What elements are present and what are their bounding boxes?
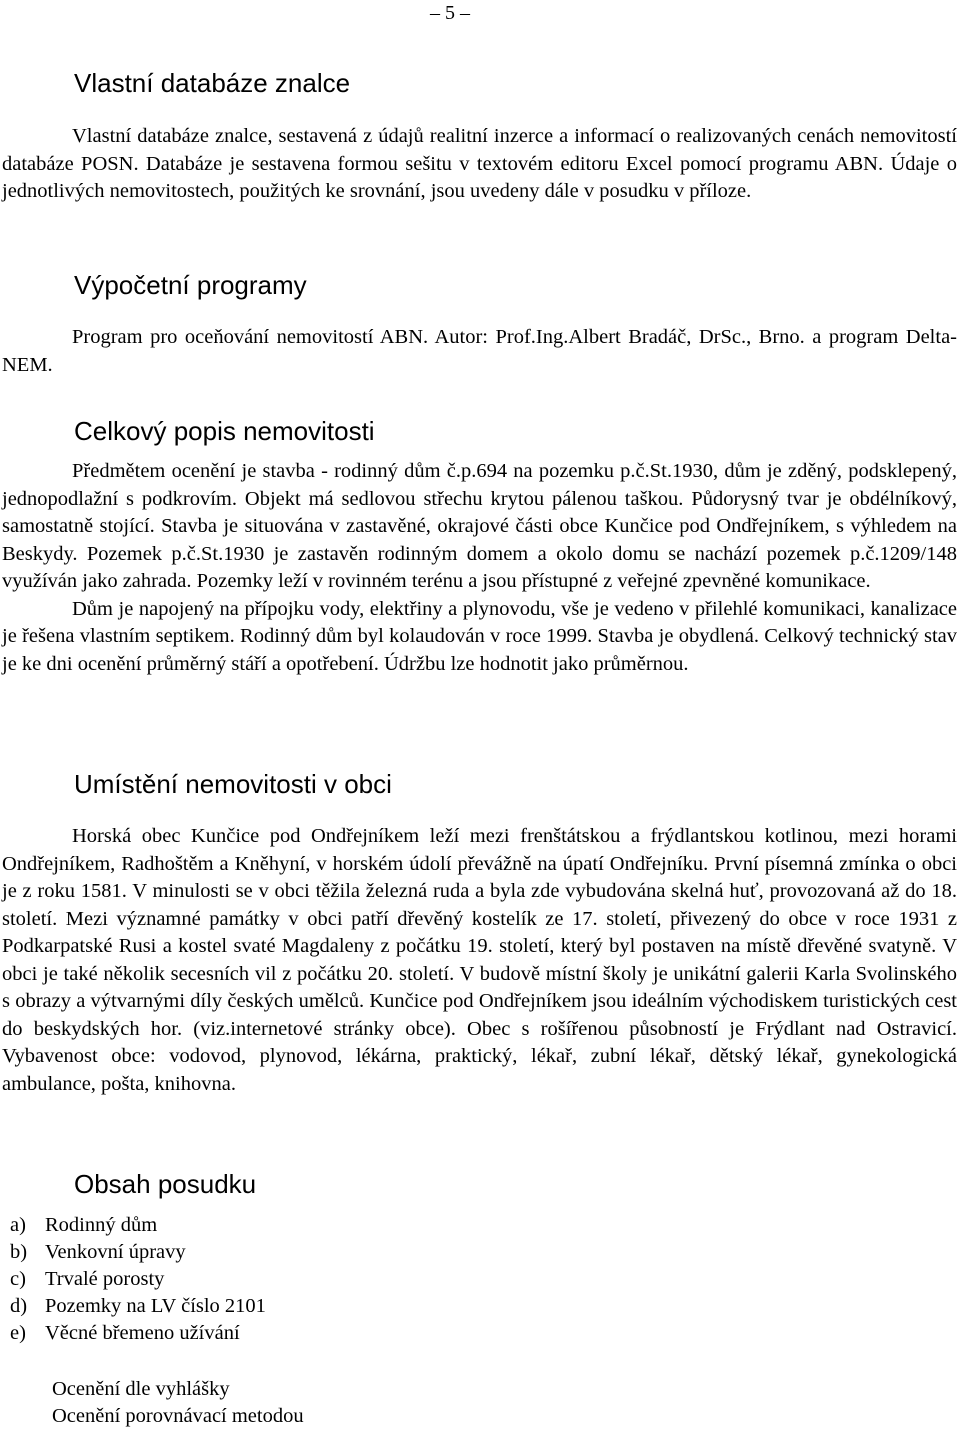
paragraph-text: Horská obec Kunčice pod Ondřejníkem leží mezi frenštátskou a frýdlantskou kotlinou, mezi horami Ondřejníkem, Radhoštěm a Kněhyní, v horském údolí převážně na úpatí Ondřejníku. První písemná zmínka o obci je z roku 1581. V minulosti se v obci těžila železná ruda a byla zde vybudována skelná huť, provozovaná až do 18. století. Mezi významné památky v obci patří dřevěný kostelík ze 17. století, přivezený do obce v roce 1931 z Podkarpatské Rusi a kostel svaté Magdaleny z počátku 19. století, který byl postaven na místě dřevěné svatyně. V obci je také několik secesních vil z počátku 20. století. V budově místní školy je unikátní galerii Karla Svolinského s obrazy a výtvarnými díly českých umělců. Kunčice pod Ondřejníkem jsou ideálním východiskem turistických cest do beskydských hor. (viz.internetové stránky obce). Obec s rošířenou působností je Frýdlant nad Ostravicí. Vybavenost obce: vodovod, plynovod, lékárna, praktický, lékař, zubní lékař, dětský lékař, gynekologická ambulance, pošta, knihovna. — [2, 825, 957, 1095]
heading-contents: Obsah posudku — [74, 1169, 257, 1199]
valuation-method: Ocenění dle vyhlášky — [52, 1378, 230, 1400]
paragraph-text: Dům je napojený na přípojku vody, elektřiny a plynovodu, vše je vedeno v přilehlé komunikaci, kanalizace je řešena vlastním septikem. Rodinný dům byl kolaudován v roce 1999. Stavba je obydlená. Celkový technický stav je ke dni ocenění průměrný stáří a opotřebení. Údržbu lze hodnotit jako průměrnou. — [2, 597, 957, 675]
paragraph-database — [2, 123, 957, 206]
heading-database: Vlastní databáze znalce — [74, 68, 351, 98]
heading-programs: Výpočetní programy — [74, 270, 307, 300]
list-item: a) Rodinný dům — [10, 1214, 158, 1236]
paragraph-text: Předmětem ocenění je stavba - rodinný dům č.p.694 na pozemku p.č.St.1930, dům je zděný, podsklepený, jednopodlažní s podkrovím. Objekt má sedlovou střechu krytou pálenou taškou. Půdorysný tvar je obdélníkový, samostatně stojící. Stavba je situována v zastavěné, okrajové části obce Kunčice pod Ondřejníkem, s výhledem na Beskydy. Pozemek p.č.St.1930 je zastavěn rodinným domem a okolo domu se nachází pozemek p.č.1209/148 využíván jako zahrada. Pozemky leží v rovinném terénu a jsou přístupné z veřejné zpevněné komunikace. — [2, 460, 957, 592]
paragraph-text: Program pro oceňování nemovitostí ABN. Autor: Prof.Ing.Albert Bradáč, DrSc., Brno. a program Delta-NEM. — [2, 326, 957, 376]
list-item: d) Pozemky na LV číslo 2101 — [10, 1295, 266, 1317]
list-item: b) Venkovní úpravy — [10, 1241, 186, 1263]
paragraph-text: Vlastní databáze znalce, sestavená z údajů realitní inzerce a informací o realizovaných cenách nemovitostí databáze POSN. Databáze je sestavena formou sešitu v textovém editoru Excel pomocí programu ABN. Údaje o jednotlivých nemovitostech, použitých ke srovnání, jsou uvedeny dále v posudku v příloze. — [2, 125, 957, 202]
valuation-methods — [52, 1376, 304, 1430]
heading-description: Celkový popis nemovitosti — [74, 416, 375, 446]
list-item: e) Věcné břemeno užívání — [10, 1322, 240, 1344]
contents-list — [10, 1212, 266, 1347]
paragraph-programs — [2, 324, 957, 379]
paragraph-description — [2, 458, 957, 678]
paragraph-location — [2, 823, 957, 1098]
heading-location: Umístění nemovitosti v obci — [74, 769, 392, 799]
list-item: c) Trvalé porosty — [10, 1268, 165, 1290]
valuation-method: Ocenění porovnávací metodou — [52, 1405, 304, 1427]
